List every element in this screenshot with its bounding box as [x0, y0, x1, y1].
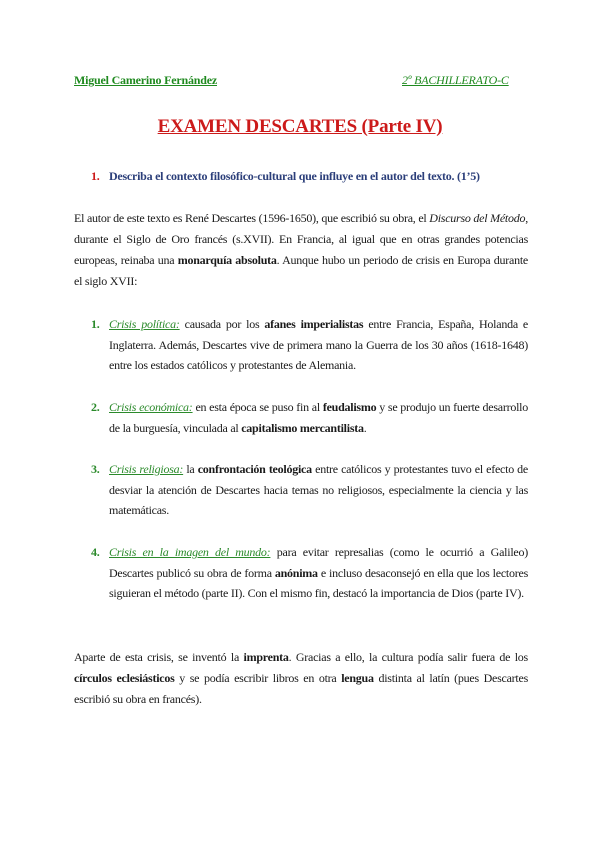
intro-paragraph: [74, 208, 528, 292]
intro-text: , durante el Siglo de Oro francés (s.XVII). En Francia, al igual que en otras grandes potencias europeas, reinaba una: [74, 211, 529, 267]
item-body: en esta época se puso fin al: [192, 400, 323, 414]
intro-text: . Aunque hubo un periodo de crisis en Europa durante el siglo XVII:: [74, 253, 529, 288]
author-name: Miguel Camerino Fernández: [74, 73, 217, 87]
item-text: [109, 542, 528, 604]
bold-term: capitalismo mercantilista: [241, 420, 364, 435]
closing-text: . Gracias a ello, la cultura podía salir fuera de los: [288, 650, 528, 664]
list-item: [91, 542, 528, 604]
intro-text: El autor de este texto es René Descartes (1596-1650), que escribió su obra, el: [74, 211, 430, 225]
item-body: entre católicos y protestantes tuvo el efecto de desviar la atención de Descartes hacia temas no religiosos, especialmente la ciencia y las matemáticas.: [109, 462, 528, 517]
item-number: 1.: [91, 317, 100, 331]
item-body: .: [363, 420, 367, 435]
item-body: la: [183, 462, 198, 476]
closing-text: y se podía escribir libros en otra: [174, 671, 342, 685]
question-heading: [91, 169, 480, 184]
closing-text: Aparte de esta crisis, se inventó la: [74, 650, 244, 664]
item-label: Crisis económica:: [109, 400, 193, 414]
question-text: Describa el contexto filosófico-cultural que influye en el autor del texto. (1’5): [109, 169, 480, 183]
bold-term: anónima: [274, 565, 318, 580]
item-label: Crisis religiosa:: [109, 462, 184, 476]
book-title: Discurso del Método: [429, 211, 526, 225]
item-body: y se produjo un fuerte desarrollo de la burguesía, vinculada al: [109, 400, 529, 435]
item-number: 4.: [91, 545, 100, 559]
item-body: causada por los: [179, 317, 265, 331]
bold-term: lengua: [341, 671, 374, 685]
bold-term: feudalismo: [322, 400, 377, 414]
closing-text: distinta al latín (pues Descartes escribió su obra en francés).: [74, 671, 528, 706]
list-item: [91, 314, 528, 376]
list-item: [91, 459, 528, 521]
item-number: 3.: [91, 462, 100, 476]
item-body: entre Francia, España, Holanda e Inglaterra. Además, Descartes vive de primera mano la Guerra de los 30 años (1618-1648) entre los estados católicos y protestantes de Alemania.: [109, 317, 528, 372]
course-label: 2º BACHILLERATO-C: [402, 73, 509, 87]
bold-term: monarquía absoluta: [177, 253, 277, 267]
item-label: Crisis en la imagen del mundo:: [109, 545, 271, 559]
closing-paragraph: [74, 647, 528, 710]
bold-term: imprenta: [243, 650, 289, 664]
bold-term: afanes imperialistas: [264, 317, 364, 331]
bold-term: círculos eclesiásticos: [74, 671, 175, 685]
exam-title: EXAMEN DESCARTES (Parte IV): [157, 116, 443, 137]
item-body: para evitar represalias (como le ocurrió a Galileo) Descartes publicó su obra de forma: [109, 545, 528, 580]
item-number: 2.: [91, 400, 100, 414]
item-text: [109, 314, 528, 376]
item-label: Crisis política:: [109, 317, 180, 331]
item-text: [109, 459, 528, 521]
bold-term: confrontación teológica: [197, 462, 312, 476]
item-text: [109, 397, 528, 438]
question-number: 1.: [91, 169, 100, 183]
item-body: e incluso desaconsejó en ella que los lectores siguieran el método (parte II). Con el mismo fin, destacó la importancia de Dios (parte IV).: [109, 565, 528, 600]
list-item: [91, 397, 528, 438]
